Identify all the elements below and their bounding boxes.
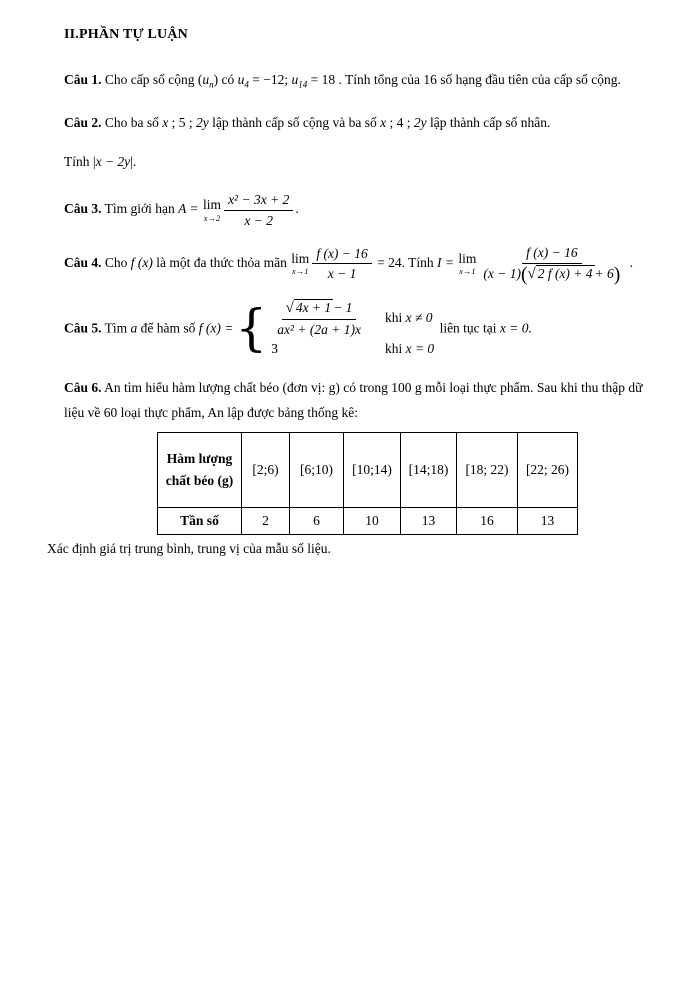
fraction-denominator: x − 2 <box>244 212 273 228</box>
case-grid <box>271 300 434 359</box>
question-2-continued <box>64 153 655 171</box>
table-frequency-row <box>158 508 578 535</box>
math-x-eq-0: x = 0. <box>499 320 532 335</box>
question-2 <box>64 114 655 132</box>
math-var-x: x <box>162 115 169 130</box>
table-frequency-cell: 13 <box>401 508 457 535</box>
question-4-label: Câu 4. <box>64 254 102 270</box>
math-sub-14: 14 <box>298 79 308 90</box>
table-interval-cell: [22; 26) <box>518 433 578 508</box>
limit-operator <box>458 252 476 276</box>
paren-close-large: ) <box>613 263 621 285</box>
table-frequency-cell: 16 <box>457 508 518 535</box>
question-2b-text: Tính <box>64 154 90 169</box>
case-2-value: 3 <box>271 341 278 357</box>
lim-subscript: x→1 <box>459 266 476 277</box>
square-root <box>286 300 334 315</box>
radical-sign: √ <box>285 299 294 316</box>
math-sep-2: ; 4 ; <box>389 115 411 130</box>
math-var-I: I = <box>437 254 455 270</box>
khi-word: khi <box>384 310 403 326</box>
question-2-label: Câu 2. <box>64 115 102 130</box>
piecewise-cases <box>235 300 434 359</box>
math-sequence-name <box>197 72 219 90</box>
table-interval-cell: [2;6) <box>242 433 290 508</box>
paren-open-large: ( <box>521 263 528 285</box>
question-6 <box>64 375 655 425</box>
case-brace: { <box>235 299 268 358</box>
case-2-condition <box>385 340 434 358</box>
question-5-text-3: liên tục tại <box>439 320 497 335</box>
condition-x-ne-0: x ≠ 0 <box>405 310 433 326</box>
math-var-2y: 2y <box>413 115 427 130</box>
lim-subscript: x→1 <box>292 266 309 277</box>
limit-operator <box>291 252 309 276</box>
radicand: 2 f (x) + 4 <box>537 265 593 281</box>
math-var-A: A = <box>178 201 199 217</box>
question-4-text-2: là một đa thức thỏa mãn <box>156 254 287 270</box>
math-sub-n: n <box>209 79 214 90</box>
math-eq-2: = 18 . <box>310 72 342 87</box>
fraction <box>312 246 371 282</box>
limit-operator <box>203 198 221 222</box>
question-6-label: Câu 6. <box>64 380 102 396</box>
math-var-x: x <box>380 115 387 130</box>
table-frequency-cell: 2 <box>242 508 290 535</box>
math-var-a: a <box>130 320 138 335</box>
question-4 <box>64 245 655 283</box>
table-frequency-cell: 13 <box>518 508 578 535</box>
math-fx: f (x) <box>130 254 153 270</box>
table-interval-cell: [18; 22) <box>457 433 518 508</box>
math-fx-equals: f (x) = <box>198 320 234 335</box>
abs-bar-left: | <box>92 154 96 169</box>
question-3-text: Tìm giới hạn <box>104 201 175 217</box>
fraction-numerator: f (x) − 16 <box>522 245 581 264</box>
lim-symbol: lim <box>458 250 477 266</box>
lim-subscript: x→2 <box>203 212 221 223</box>
question-1-text-2: có <box>221 72 235 87</box>
period: . <box>295 201 299 217</box>
question-3-label: Câu 3. <box>64 201 102 217</box>
math-den-pre: (x − 1) <box>483 265 522 281</box>
math-var-u: u <box>202 72 210 87</box>
fraction-denominator <box>479 264 624 283</box>
fraction-denominator: x − 1 <box>327 266 357 282</box>
math-expr-x-2y: x − 2y <box>95 154 131 169</box>
table-interval-cell: [14;18) <box>401 433 457 508</box>
paren-open: ( <box>197 72 203 87</box>
section-title: II.PHẦN TỰ LUẬN <box>64 27 188 42</box>
fraction-denominator: ax² + (2a + 1)x <box>277 321 361 337</box>
question-5-text-2: để hàm số <box>140 320 196 335</box>
question-5-text-1: Tìm <box>104 320 128 335</box>
question-1-text-1: Cho cấp số cộng <box>104 72 195 87</box>
math-eq-1: = −12; <box>252 72 289 87</box>
question-6-text: An tìm hiểu hàm lượng chất béo (đơn vị: g) có trong 100 g mỗi loại thực phẩm. Sau khi thu thập dữ liệu về 60 loại thực phẩm, An lập được bảng thống kê: <box>64 380 643 421</box>
lim-symbol: lim <box>291 250 310 266</box>
question-2-text-3: lập thành cấp số nhân. <box>430 115 551 130</box>
closing-line: Xác định giá trị trung bình, trung vị của mẫu số liệu. <box>47 541 331 557</box>
question-1 <box>64 71 655 89</box>
fraction-numerator <box>282 300 357 320</box>
question-5-label: Câu 5. <box>64 320 102 335</box>
math-den-post: + 6 <box>594 265 614 281</box>
question-1-text-3: Tính tổng của 16 số hạng đầu tiên của cấp số cộng. <box>345 72 621 87</box>
khi-word: khi <box>384 341 403 357</box>
math-var-u4: u <box>237 72 245 87</box>
square-root <box>528 266 595 281</box>
math-sub-4: 4 <box>244 79 249 90</box>
table-frequency-cell: 10 <box>344 508 401 535</box>
math-sep-1: ; 5 ; <box>171 115 193 130</box>
lim-symbol: lim <box>203 197 222 213</box>
math-var-u14: u <box>291 72 299 87</box>
table-header-row <box>158 433 578 508</box>
question-4-text-3: . Tính <box>401 254 434 270</box>
question-4-text-1: Cho <box>104 254 128 270</box>
fraction <box>224 192 293 228</box>
question-3 <box>64 192 655 228</box>
fraction-numerator: x² − 3x + 2 <box>224 192 293 211</box>
math-abs-expression <box>93 154 136 169</box>
radicand: 4x + 1 <box>295 299 332 315</box>
question-2-text-1: Cho ba số <box>104 115 159 130</box>
question-2-text-2: lập thành cấp số cộng và ba số <box>212 115 377 130</box>
period: . <box>132 154 137 169</box>
table-frequency-cell: 6 <box>290 508 344 535</box>
table-interval-cell: [10;14) <box>344 433 401 508</box>
math-num-post: − 1 <box>333 299 353 315</box>
math-var-2y: 2y <box>196 115 209 130</box>
table-header-fat-content: Hàm lượng chất béo (g) <box>158 433 242 508</box>
math-conditions <box>237 72 342 90</box>
math-eq-24: = 24 <box>377 254 402 270</box>
statistics-table <box>157 432 578 535</box>
period: . <box>629 254 634 270</box>
case-1-condition <box>385 309 433 327</box>
fraction-large <box>479 245 624 283</box>
condition-x-eq-0: x = 0 <box>405 341 435 357</box>
fraction-numerator: f (x) − 16 <box>312 246 371 265</box>
table-interval-cell: [6;10) <box>290 433 344 508</box>
question-5 <box>64 300 655 359</box>
paren-close: ) <box>213 72 219 87</box>
radical-sign: √ <box>527 265 536 282</box>
table-header-frequency: Tần số <box>158 508 242 535</box>
question-1-label: Câu 1. <box>64 72 102 87</box>
abs-bar-right: | <box>130 154 133 169</box>
case-1-fraction <box>273 300 365 338</box>
